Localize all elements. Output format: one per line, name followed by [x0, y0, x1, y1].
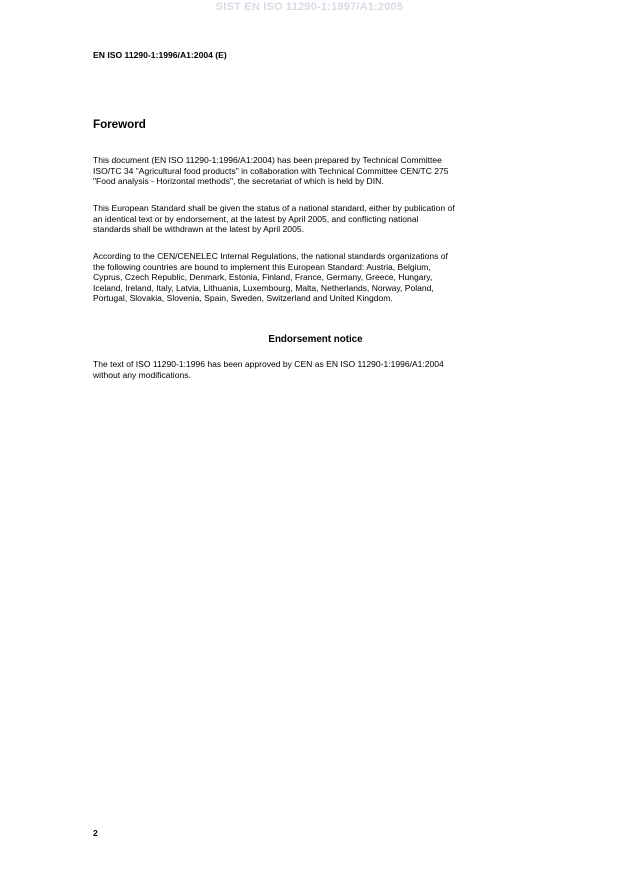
paragraph-line: This document (EN ISO 11290-1:1996/A1:2004) has been prepared by Technical Committee [93, 155, 442, 165]
page-number: 2 [93, 828, 98, 838]
paragraph-line: the following countries are bound to implement this European Standard: Austria, Belgium, [93, 261, 431, 272]
paragraph-line: standards shall be withdrawn at the latest by April 2005. [93, 224, 304, 235]
paragraph-line: ISO/TC 34 "Agricultural food products" in collaboration with Technical Committee CEN/TC 275 [93, 165, 449, 176]
paragraph-line: The text of ISO 11290-1:1996 has been approved by CEN as EN ISO 11290-1:1996/A1:2004 [93, 359, 444, 369]
paragraph-line: This European Standard shall be given the status of a national standard, either by publication of [93, 203, 455, 213]
paragraph-line: "Food analysis - Horizontal methods", the secretariat of which is held by DIN. [93, 176, 384, 187]
paragraph-line: Portugal, Slovakia, Slovenia, Spain, Sweden, Switzerland and United Kingdom. [93, 293, 393, 304]
foreword-paragraph-3 [93, 251, 543, 304]
foreword-paragraph-1 [93, 155, 543, 187]
foreword-paragraph-2 [93, 203, 543, 235]
paragraph-line: an identical text or by endorsement, at the latest by April 2005, and conflicting national [93, 213, 419, 224]
paragraph-line: According to the CEN/CENELEC Internal Regulations, the national standards organizations of [93, 251, 448, 261]
paragraph-line: Cyprus, Czech Republic, Denmark, Estonia, Finland, France, Germany, Greece, Hungary, [93, 272, 433, 283]
endorsement-heading: Endorsement notice [268, 334, 363, 345]
paragraph-line: without any modifications. [93, 369, 191, 380]
foreword-heading: Foreword [93, 118, 146, 131]
document-reference: EN ISO 11290-1:1996/A1:2004 (E) [93, 50, 227, 60]
endorsement-paragraph [93, 359, 543, 380]
watermark: SIST EN ISO 11290-1:1997/A1:2005 [215, 1, 404, 13]
paragraph-line: Iceland, Ireland, Italy, Latvia, Lithuania, Luxembourg, Malta, Netherlands, Norway, Poland, [93, 282, 434, 293]
